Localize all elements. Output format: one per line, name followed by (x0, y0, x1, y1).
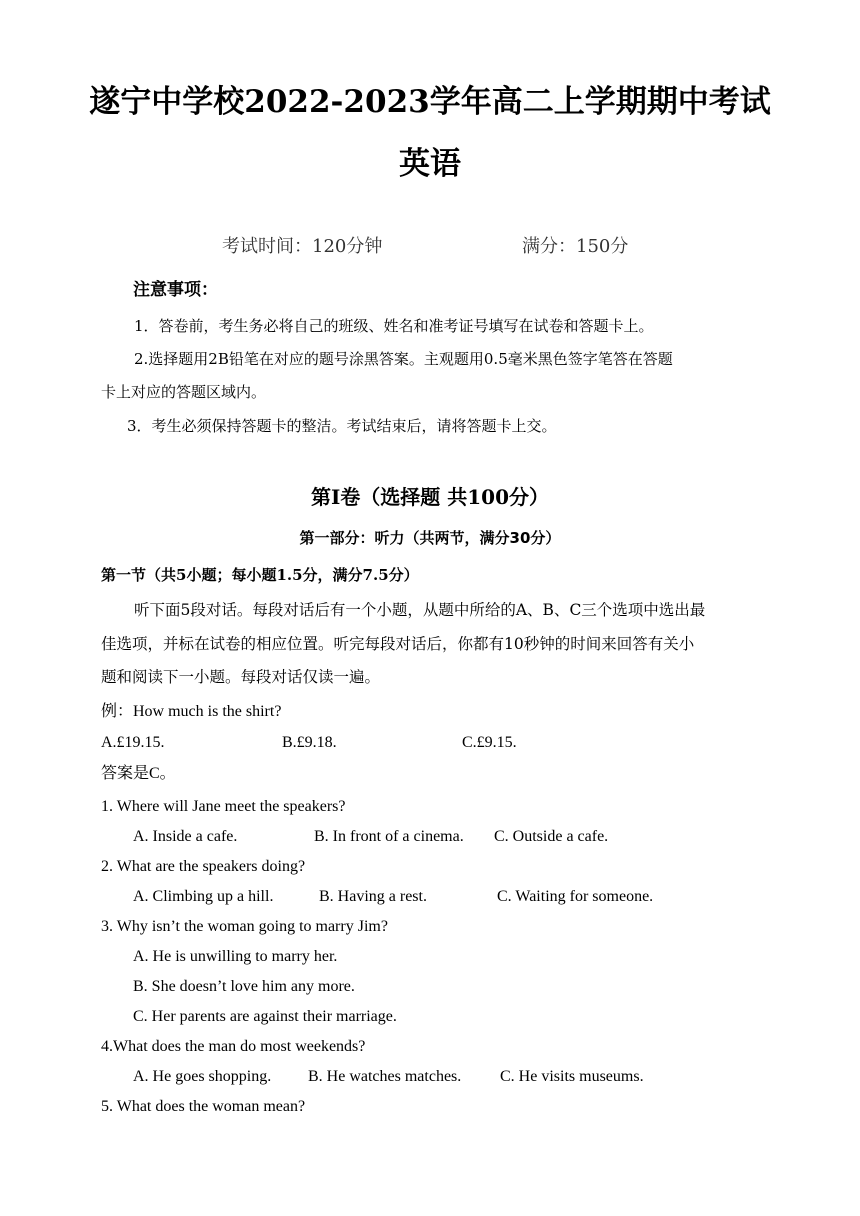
exam-time: 考试时间：120分钟 (222, 236, 383, 257)
question-2-option-c: C. Waiting for someone. (497, 888, 654, 905)
exam-full-score: 满分：150分 (522, 236, 629, 257)
example-option-b: B.£9.18. (282, 734, 337, 751)
question-4-option-b: B. He watches matches. (308, 1068, 462, 1085)
note-item-2-line-2: 卡上对应的答题区域内。 (101, 383, 267, 401)
instruction-line-2: 佳选项，并标在试卷的相应位置。听完每段对话后，你都有10秒钟的时间来回答有关小 (101, 635, 695, 653)
question-4-option-c: C. He visits museums. (500, 1068, 644, 1085)
question-1-stem: 1. Where will Jane meet the speakers? (101, 798, 346, 815)
question-2-option-b: B. Having a rest. (319, 888, 427, 905)
exam-title: 遂宁中学校2022-2023学年高二上学期期中考试 (89, 84, 771, 120)
question-2-option-a: A. Climbing up a hill. (133, 888, 274, 905)
part-title: 第一部分：听力（共两节，满分30分） (299, 529, 561, 547)
question-3-stem: 3. Why isn’t the woman going to marry Jim? (101, 918, 388, 935)
question-1-option-b: B. In front of a cinema. (314, 828, 464, 845)
example-option-c: C.£9.15. (462, 734, 517, 751)
example-answer: 答案是C。 (101, 765, 176, 782)
instruction-line-3: 题和阅读下一小题。每段对话仅读一遍。 (101, 668, 381, 686)
note-item-2-line-1: 2.选择题用2B铅笔在对应的题号涂黑答案。主观题用0.5毫米黑色签字笔答在答题 (134, 350, 673, 368)
question-3-option-a: A. He is unwilling to marry her. (133, 948, 338, 965)
question-3-option-c: C. Her parents are against their marriage. (133, 1008, 397, 1025)
instruction-line-1: 听下面5段对话。每段对话后有一个小题，从题中所给的A、B、C三个选项中选出最 (134, 601, 706, 619)
notes-heading: 注意事项： (133, 280, 218, 300)
note-item-1: 1．答卷前，考生务必将自己的班级、姓名和准考证号填写在试卷和答题卡上。 (134, 317, 654, 335)
section-title: 第Ⅰ卷（选择题 共100分） (310, 485, 550, 509)
question-2-stem: 2. What are the speakers doing? (101, 858, 306, 875)
question-4-option-a: A. He goes shopping. (133, 1068, 272, 1085)
question-5-stem: 5. What does the woman mean? (101, 1098, 306, 1115)
exam-subject: 英语 (399, 146, 461, 182)
example-option-a: A.£19.15. (101, 734, 165, 751)
example-question: 例：How much is the shirt? (101, 703, 282, 720)
note-item-3: 3．考生必须保持答题卡的整洁。考试结束后，请将答题卡上交。 (127, 417, 557, 435)
question-1-option-a: A. Inside a cafe. (133, 828, 238, 845)
question-1-option-c: C. Outside a cafe. (494, 828, 609, 845)
subsection-title: 第一节（共5小题；每小题1.5分，满分7.5分） (101, 566, 419, 584)
question-4-stem: 4.What does the man do most weekends? (101, 1038, 366, 1055)
question-3-option-b: B. She doesn’t love him any more. (133, 978, 355, 995)
